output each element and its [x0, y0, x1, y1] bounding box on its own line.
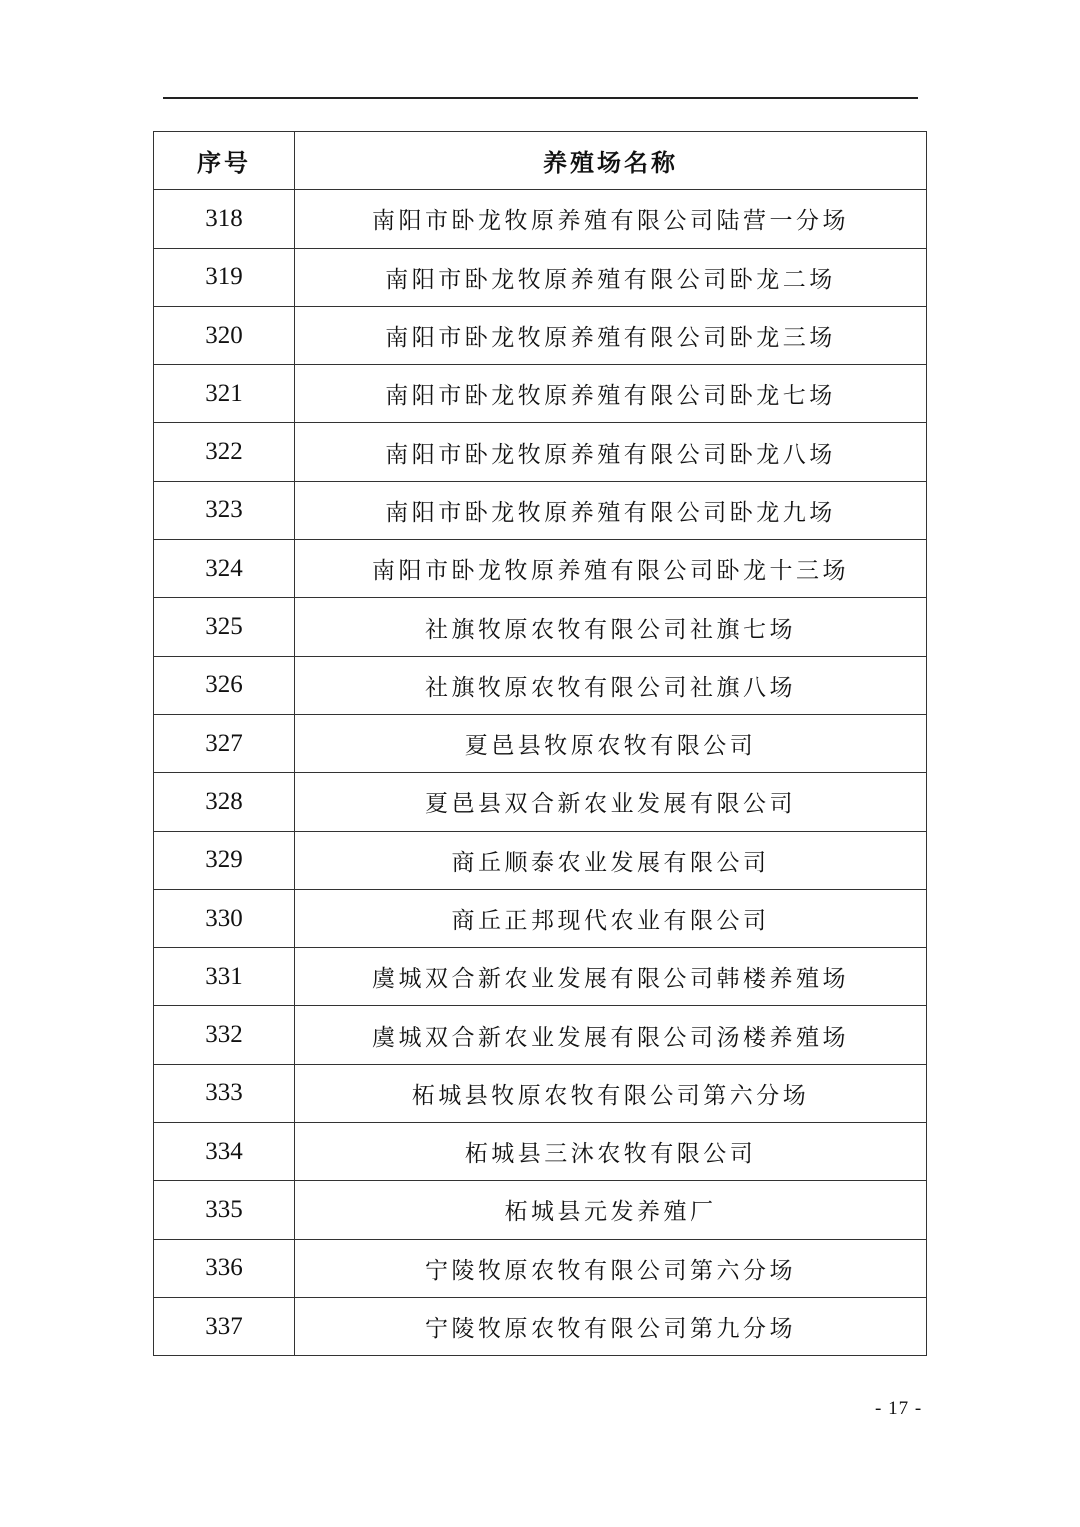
row-index: 330: [154, 889, 295, 947]
row-index: 323: [154, 481, 295, 539]
table-row: [154, 306, 927, 364]
row-farm-name: 虞城双合新农业发展有限公司汤楼养殖场: [295, 1006, 927, 1064]
table-row: [154, 1181, 927, 1239]
row-index: 324: [154, 540, 295, 598]
table-row: [154, 1006, 927, 1064]
row-farm-name: 南阳市卧龙牧原养殖有限公司卧龙九场: [295, 481, 927, 539]
row-farm-name: 社旗牧原农牧有限公司社旗七场: [295, 598, 927, 656]
row-index: 329: [154, 831, 295, 889]
table-row: [154, 714, 927, 772]
table-row: [154, 540, 927, 598]
row-index: 322: [154, 423, 295, 481]
table-row: [154, 656, 927, 714]
table-row: [154, 1123, 927, 1181]
table-header-row: [154, 132, 927, 190]
row-farm-name: 南阳市卧龙牧原养殖有限公司卧龙十三场: [295, 540, 927, 598]
row-farm-name: 南阳市卧龙牧原养殖有限公司卧龙八场: [295, 423, 927, 481]
row-index: 318: [154, 190, 295, 248]
row-farm-name: 柘城县三沐农牧有限公司: [295, 1123, 927, 1181]
table-row: [154, 1239, 927, 1297]
table-body: [154, 190, 927, 1356]
row-index: 334: [154, 1123, 295, 1181]
row-farm-name: 夏邑县牧原农牧有限公司: [295, 714, 927, 772]
row-farm-name: 宁陵牧原农牧有限公司第六分场: [295, 1239, 927, 1297]
row-index: 327: [154, 714, 295, 772]
row-farm-name: 南阳市卧龙牧原养殖有限公司卧龙二场: [295, 248, 927, 306]
table-row: [154, 948, 927, 1006]
row-index: 337: [154, 1297, 295, 1355]
row-index: 321: [154, 365, 295, 423]
page-number: - 17 -: [875, 1398, 923, 1419]
row-index: 331: [154, 948, 295, 1006]
row-farm-name: 夏邑县双合新农业发展有限公司: [295, 773, 927, 831]
table-row: [154, 773, 927, 831]
table-row: [154, 423, 927, 481]
row-farm-name: 南阳市卧龙牧原养殖有限公司陆营一分场: [295, 190, 927, 248]
header-index: 序号: [154, 132, 295, 190]
row-farm-name: 柘城县牧原农牧有限公司第六分场: [295, 1064, 927, 1122]
table-row: [154, 365, 927, 423]
table-row: [154, 889, 927, 947]
row-index: 319: [154, 248, 295, 306]
row-farm-name: 商丘顺泰农业发展有限公司: [295, 831, 927, 889]
row-index: 320: [154, 306, 295, 364]
header-farm-name: 养殖场名称: [295, 132, 927, 190]
farm-list-table: [153, 131, 927, 1356]
row-index: 326: [154, 656, 295, 714]
row-farm-name: 南阳市卧龙牧原养殖有限公司卧龙三场: [295, 306, 927, 364]
row-farm-name: 南阳市卧龙牧原养殖有限公司卧龙七场: [295, 365, 927, 423]
row-index: 336: [154, 1239, 295, 1297]
row-index: 335: [154, 1181, 295, 1239]
row-farm-name: 宁陵牧原农牧有限公司第九分场: [295, 1297, 927, 1355]
table-row: [154, 831, 927, 889]
header-rule: [163, 97, 918, 99]
row-index: 328: [154, 773, 295, 831]
table-row: [154, 248, 927, 306]
row-farm-name: 虞城双合新农业发展有限公司韩楼养殖场: [295, 948, 927, 1006]
row-farm-name: 柘城县元发养殖厂: [295, 1181, 927, 1239]
table-row: [154, 481, 927, 539]
table-row: [154, 598, 927, 656]
row-index: 333: [154, 1064, 295, 1122]
row-farm-name: 商丘正邦现代农业有限公司: [295, 889, 927, 947]
row-index: 325: [154, 598, 295, 656]
table-row: [154, 1297, 927, 1355]
row-index: 332: [154, 1006, 295, 1064]
table-row: [154, 190, 927, 248]
row-farm-name: 社旗牧原农牧有限公司社旗八场: [295, 656, 927, 714]
table-row: [154, 1064, 927, 1122]
